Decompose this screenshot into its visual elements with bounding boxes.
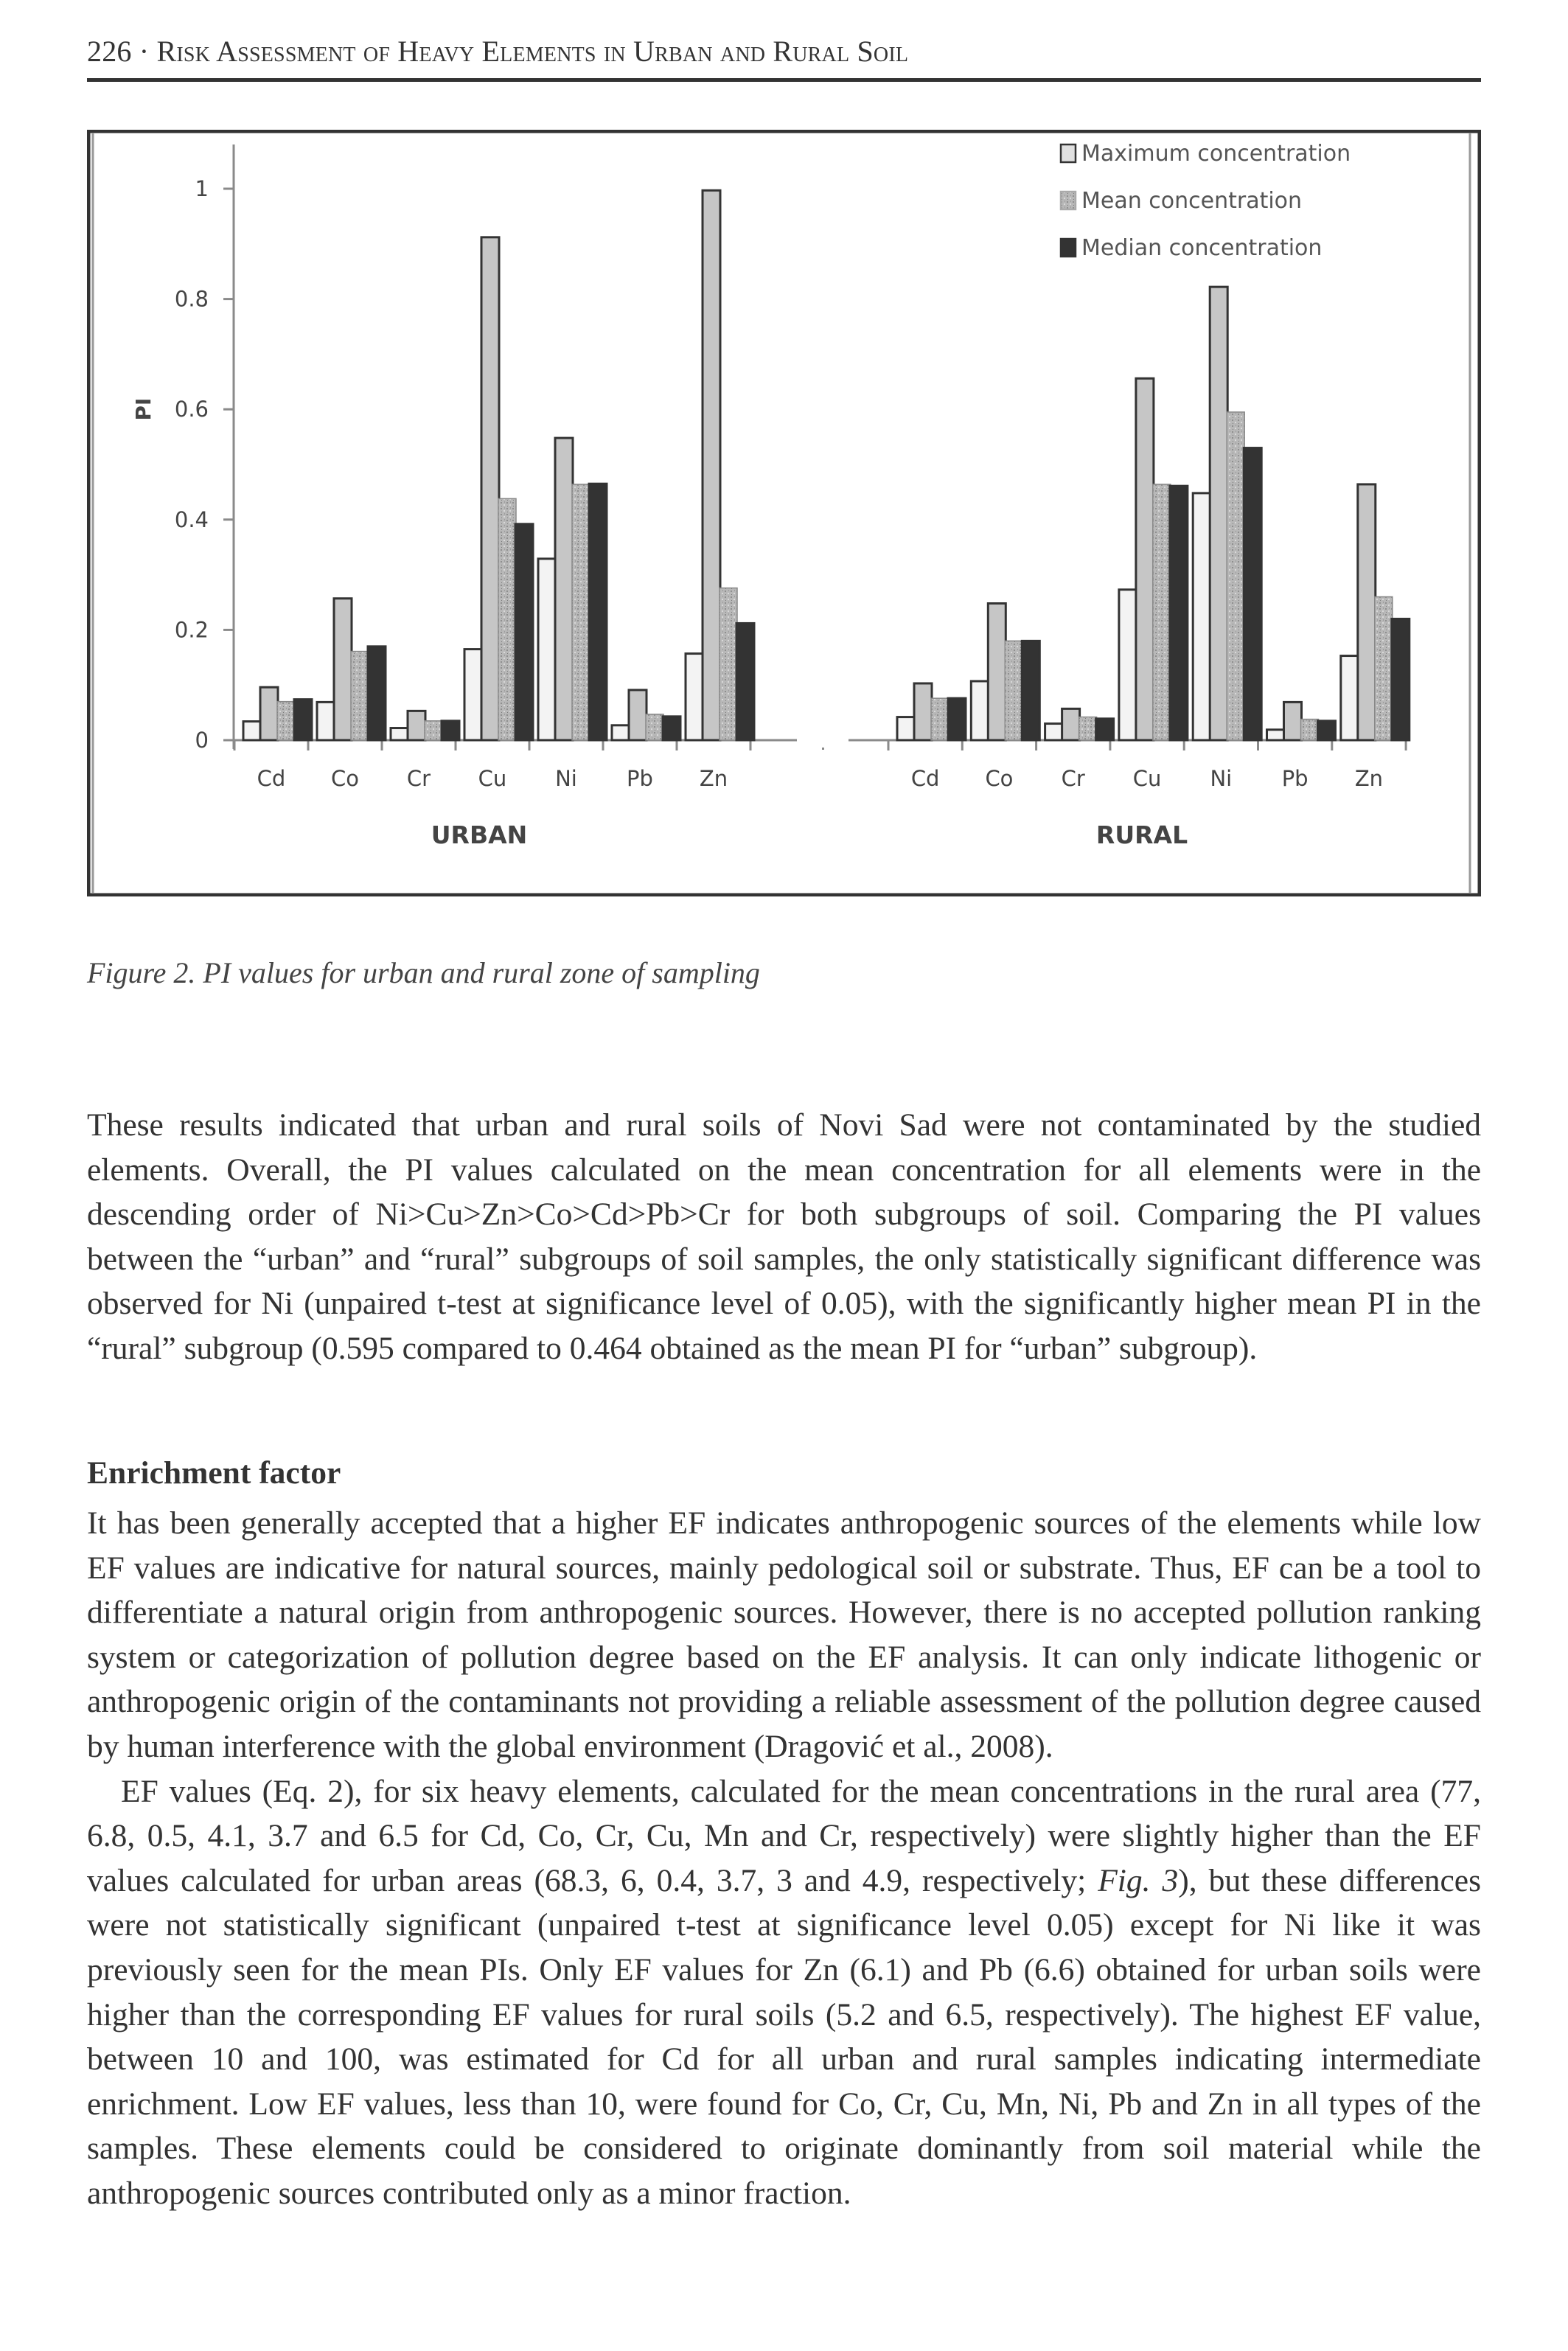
bar xyxy=(1045,724,1063,740)
bar xyxy=(719,588,737,740)
y-axis-label: PI xyxy=(131,397,156,421)
legend-label: Maximum concentration xyxy=(1081,141,1351,167)
bar xyxy=(1119,590,1137,740)
group-label: URBAN xyxy=(431,821,528,849)
paragraph-3-text xyxy=(87,1769,1481,2216)
figure-caption: Figure 2. PI values for urban and rural zone of sampling xyxy=(87,956,760,989)
category-label: Cu xyxy=(478,766,507,791)
bar xyxy=(931,698,949,740)
group-label: RURAL xyxy=(1095,821,1188,849)
bar xyxy=(1005,641,1022,740)
bar xyxy=(1267,730,1285,740)
y-tick-label: 0.8 xyxy=(174,286,209,312)
bar xyxy=(1284,702,1302,740)
bar xyxy=(629,690,647,740)
bar xyxy=(663,717,680,740)
y-tick-label: 1 xyxy=(195,176,209,201)
bar xyxy=(1079,717,1097,740)
bar xyxy=(686,654,703,740)
bar xyxy=(555,438,573,740)
paragraph-3-part-a: EF values (Eq. 2), for six heavy elements, calculated for the mean concentrations in the rural area (77, 6.8, 0.5, 4.1, 3.7 and 6.5 for Cd, Co, Cr, Cu, Mn and Cr, respectively) were slightly higher than the EF values calculated for urban areas (68.3, 6, 0.4, 3.7, 3 and 4.9, respectively; xyxy=(87,1773,1481,1898)
bar xyxy=(1062,708,1080,740)
bar xyxy=(1301,720,1319,740)
category-label: Cr xyxy=(406,766,431,791)
category-label: Cr xyxy=(1061,766,1085,791)
bar xyxy=(498,498,516,740)
figure-3-reference: Fig. 3 xyxy=(1098,1862,1179,1898)
bar xyxy=(442,721,459,740)
bar xyxy=(646,714,663,740)
running-head: 226 · Risk Assessment of Heavy Elements in Urban and Rural Soil xyxy=(87,35,909,68)
bar xyxy=(1375,597,1393,740)
bar xyxy=(481,237,499,740)
category-label: Cu xyxy=(1132,766,1162,791)
bar xyxy=(1153,484,1171,740)
bar xyxy=(572,484,590,740)
bar xyxy=(243,722,261,740)
bar xyxy=(277,702,295,740)
bar xyxy=(1193,493,1210,740)
bar xyxy=(1318,721,1336,740)
bar xyxy=(425,721,442,740)
y-tick-label: 0.2 xyxy=(174,617,209,643)
legend-swatch xyxy=(1061,192,1076,209)
y-tick-label: 0 xyxy=(195,728,209,753)
bar xyxy=(538,559,556,740)
paragraph-2-text: It has been generally accepted that a higher EF indicates anthropogenic sources of the elements while low EF values are indicative for natural sources, mainly pedological soil or substrate. Thus, EF can be a tool to differentiate a natural origin from anthropogenic sources. However, there is no accepted pollution ranking system or categorization of pollution degree based on the EF analysis. It can only indicate lithogenic or anthropogenic origin of the contaminants not providing a reliable assessment of the pollution degree caused by human interference with the global environment (Dragović et al., 2008). xyxy=(87,1505,1481,1764)
bar xyxy=(736,623,754,740)
category-label: Cd xyxy=(257,766,286,791)
bar xyxy=(294,700,312,740)
bar xyxy=(971,681,989,740)
category-label: Co xyxy=(331,766,359,791)
bar xyxy=(988,603,1006,740)
bar xyxy=(391,728,408,740)
bar xyxy=(515,524,533,740)
bar xyxy=(1170,486,1188,740)
bar xyxy=(368,647,386,740)
bar xyxy=(1022,641,1039,740)
bar xyxy=(612,725,630,740)
bar xyxy=(1358,484,1376,740)
category-label: Co xyxy=(985,766,1014,791)
figure-pi-chart xyxy=(87,130,1481,896)
bar xyxy=(703,190,720,740)
bar xyxy=(1210,287,1227,740)
bar xyxy=(317,702,335,740)
bar xyxy=(1227,412,1244,740)
y-tick-label: 0.4 xyxy=(174,506,209,532)
bar xyxy=(1136,378,1154,740)
bar xyxy=(1244,448,1261,740)
header-rule xyxy=(87,78,1481,82)
legend-swatch xyxy=(1061,144,1076,162)
y-tick-label: 0.6 xyxy=(174,397,209,422)
category-label: Pb xyxy=(1281,766,1309,791)
legend-label: Mean concentration xyxy=(1081,188,1303,214)
bar xyxy=(1341,656,1359,740)
legend-swatch xyxy=(1061,239,1076,257)
bar xyxy=(589,484,607,740)
bar xyxy=(914,683,932,740)
paragraph-1-text: These results indicated that urban and rural soils of Novi Sad were not contaminated by the studied elements. Overall, the PI values calculated on the mean concentration for all elements were in the descending order of Ni>Cu>Zn>Co>Cd>Pb>Cr for both subgroups of soil. Comparing the PI values between the “urban” and “rural” subgroups of soil samples, the only statistically significant difference was observed for Ni (unpaired t-test at significance level of 0.05), with the significantly higher mean PI in the “rural” subgroup (0.595 compared to 0.464 obtained as the mean PI for “urban” subgroup). xyxy=(87,1107,1481,1366)
bar xyxy=(897,717,915,740)
category-label: Ni xyxy=(555,766,577,791)
category-label: Cd xyxy=(910,766,940,791)
category-label: Zn xyxy=(699,766,728,791)
paragraph-3-part-b: ), but these differences were not statistically significant (unpaired t-test at significance level 0.05) except for Ni like it was previously seen for the mean PIs. Only EF values for Zn (6.1) and Pb (6.6) obtained for urban soils were higher than the corresponding EF values for rural soils (5.2 and 6.5, respectively). The highest EF value, between 10 and 100, was estimated for Cd for all urban and rural samples indicating intermediate enrichment. Low EF values, less than 10, were found for Co, Cr, Cu, Mn, Ni, Pb and Zn in all types of the samples. These elements could be considered to originate dominantly from soil material while the anthropogenic sources contributed only as a minor fraction. xyxy=(87,1862,1481,2211)
category-label: Pb xyxy=(627,766,653,791)
category-label: Ni xyxy=(1210,766,1233,791)
bar xyxy=(351,652,369,740)
bar xyxy=(464,649,482,740)
category-label: Zn xyxy=(1354,766,1384,791)
paragraph-1 xyxy=(87,1103,1481,1371)
pi-bar-chart xyxy=(87,130,1481,896)
bar xyxy=(1392,619,1410,740)
legend-label: Median concentration xyxy=(1081,235,1323,261)
bar xyxy=(334,599,352,740)
section-heading-enrichment-factor: Enrichment factor xyxy=(87,1455,341,1491)
bar xyxy=(948,698,966,740)
bar xyxy=(408,711,425,740)
bar xyxy=(260,687,278,740)
paragraph-2-block xyxy=(87,1501,1481,2216)
bar xyxy=(1096,719,1114,740)
